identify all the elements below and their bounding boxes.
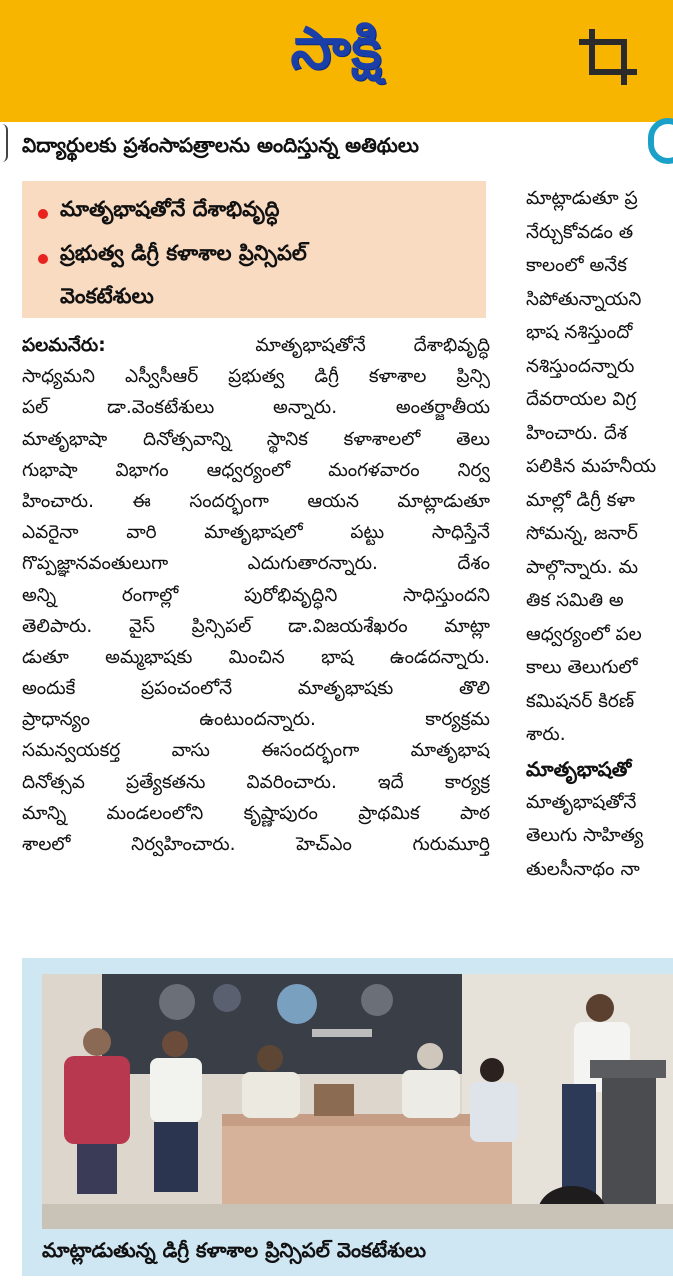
article-body [22,330,490,860]
right-column-line: నశిస్తుందన్నారు [526,355,635,377]
right-column-line: తులసీనాథం నా [526,858,640,880]
bullet-icon [38,254,48,264]
crop-icon[interactable] [578,28,640,86]
article-line: పల్ డా.వెంకటేశులు అన్నారు. అంతర్జాతీయ [22,397,490,419]
right-column-line: మాతృభాషతోనే [526,791,637,813]
right-column-line: కమిషనర్ కిరణ్ [526,690,635,712]
article-line: మాతృభాషా దినోత్సవాన్ని స్థానిక కళాశాలలో తెలు [22,428,490,450]
app-header [0,0,673,122]
right-column-line: సిపోతున్నాయని [526,288,642,310]
top-photo-caption: విద్యార్థులకు ప్రశంసాపత్రాలను అందిస్తున్న అతిథులు [22,133,419,157]
article-line: ఎవరైనా వారి మాతృభాషలో పట్టు సాధిస్తేనే [22,522,490,544]
right-column-line: కాలు తెలుగులో [526,657,638,678]
right-column-line: దేవరాయల విగ్ర [526,389,637,410]
article-line: సమన్వయకర్త వాసు ఈసందర్భంగా మాతృభాష [22,740,490,762]
right-column-line: మాట్లాడుతూ ప్ర [526,188,638,209]
highlight-item-2-line-2: వెంకటేశులు [60,284,154,308]
right-column-line: సోమన్న, జనార్ [526,523,638,544]
article-line: దినోత్సవ ప్రత్యేకతను వివరించారు. ఇదే కార్యక్ర [22,771,490,793]
page-edge-right [648,118,673,164]
right-column-line: నేర్చుకోవడం త [526,221,634,243]
article-line: తెలిపారు. వైస్ ప్రిన్సిపల్ డా.విజయశేఖరం మాట్లా [22,615,490,637]
sakshi-logo: సాక్షి [290,14,383,82]
article-line: గుభాషా విభాగం ఆధ్వర్యంలో మంగళవారం నిర్వ [22,459,490,481]
article-line: అందుకే ప్రపంచంలోనే మాతృభాషకు తొలి [22,678,490,700]
article-line: శాలలో నిర్వహించారు. హెచ్ఎం గురుమూర్తి [22,834,490,855]
right-column-line: ఆధ్వర్యంలో పల [526,623,642,645]
right-column-line: పలికిన మహనీయ [526,456,657,477]
article-line: ప్రాధాన్యం ఉంటుందన్నారు. కార్యక్రమ [22,709,490,731]
right-column-line: హించారు. దేశ [526,422,628,444]
bullet-icon [38,209,48,219]
photo-caption: మాట్లాడుతున్న డిగ్రీ కళాశాల ప్రిన్సిపల్ వెంకటేశులు [42,1238,427,1262]
photo-frame [22,958,673,1276]
article-line: సాధ్యమని ఎస్వీసీఆర్ ప్రభుత్వ డిగ్రీ కళాశాల ప్రిన్సి [22,366,490,388]
right-column-line: మాల్లో డిగ్రీ కళా [526,489,635,511]
right-column-line: కాలంలో అనేక [526,255,627,276]
right-column-subhead: మాతృభాషతో [526,756,632,781]
article-line: డుతూ అమ్మభాషకు మించిన భాష ఉండదన్నారు. [22,646,490,668]
article-line: అన్ని రంగాల్లో పురోభివృద్ధిని సాధిస్తుందని [22,584,490,606]
highlight-item-1: మాతృభాషతోనే దేశాభివృద్ధి [60,197,280,221]
article-line: మాన్ని మండలంలోని కృష్ణాపురం ప్రాథమిక పాఠ [22,802,490,824]
highlights-box [22,181,486,318]
right-column-line: తిక సమితి అ [526,590,624,611]
highlight-item-2-line-1: ప్రభుత్వ డిగ్రీ కళాశాల ప్రిన్సిపల్ [60,241,307,265]
right-column-article [526,182,673,886]
article-line: గొప్పజ్ఞానవంతులుగా ఎదుగుతారన్నారు. దేశం [22,553,490,575]
article-line [22,330,490,361]
right-column-line: శారు. [526,724,566,745]
article-line: హించారు. ఈ సందర్భంగా ఆయన మాట్లాడుతూ [22,490,490,512]
page-edge-left [0,124,8,162]
article-first-line-text: మాతృభాషతోనే దేశాభివృద్ధి [255,335,490,356]
event-photo-illustration [42,974,673,1229]
dateline: పలమనేరు: [22,335,106,356]
right-column-line: తెలుగు సాహిత్య [526,825,644,846]
event-photo [42,974,673,1229]
right-column-line: పాల్గొన్నారు. మ [526,556,639,578]
right-column-line: భాష నశిస్తుందో [526,322,633,343]
